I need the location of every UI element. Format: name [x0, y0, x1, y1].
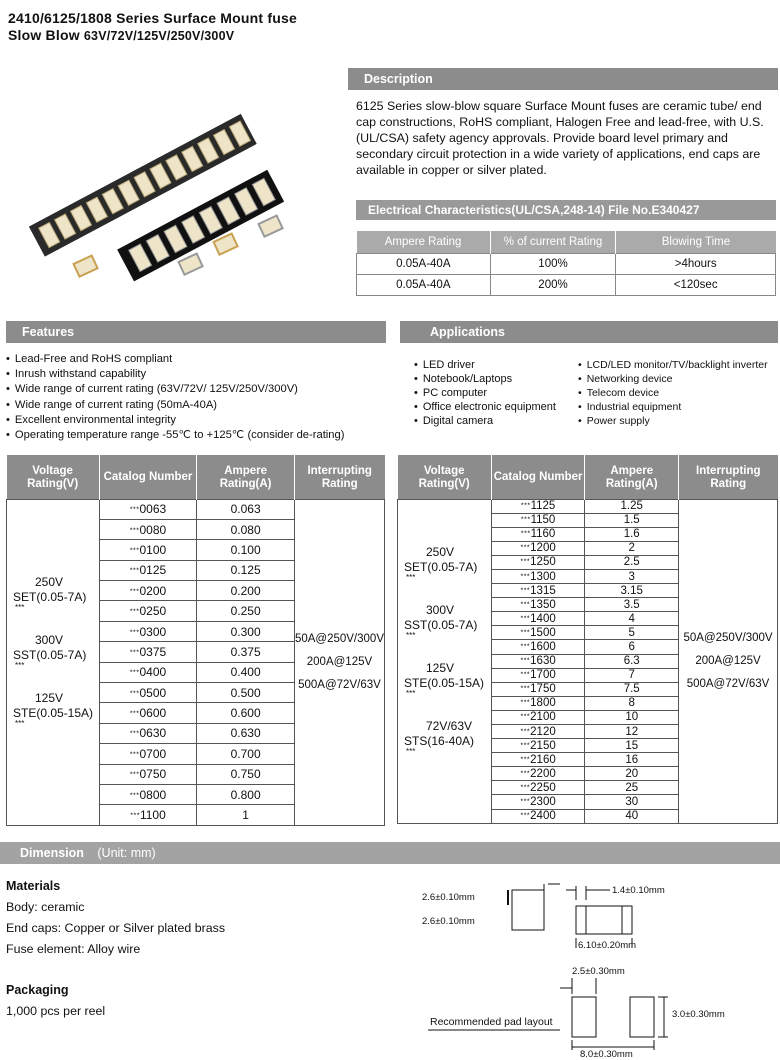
series-range: SST(0.05-7A) [404, 618, 478, 633]
catalog-number: 1315 [530, 584, 556, 597]
ampere-rating-cell: 0.375 [197, 642, 295, 662]
cell: 200% [490, 274, 616, 295]
interrupting-value: 50A@250V/300V [683, 631, 773, 644]
table-row [398, 499, 778, 513]
catalog-number-cell [99, 764, 197, 784]
catalog-number: 2150 [530, 739, 556, 752]
dimension-title: Dimension [20, 846, 84, 860]
list-item: • Power supply [578, 414, 768, 428]
applications-heading: Applications [400, 321, 778, 343]
interrupting-value: 200A@125V [695, 654, 761, 667]
list-item: • Excellent environmental integrity [6, 413, 344, 428]
catalog-number: 2250 [530, 781, 556, 794]
ampere-rating-cell: 1.6 [585, 527, 679, 541]
cell: <120sec [616, 274, 776, 295]
catalog-number-cell [99, 723, 197, 743]
voltage-value: 250V [426, 545, 455, 560]
dimension-heading [0, 842, 780, 864]
catalog-number-cell [491, 584, 585, 598]
subtitle-voltage: 63V/72V/125V/250V/300V [83, 29, 235, 43]
voltage-group [7, 633, 99, 669]
ampere-rating-cell: 2 [585, 541, 679, 555]
catalog-number: 1100 [139, 808, 166, 823]
catalog-prefix-stars: *** [129, 608, 140, 616]
catalog-number: 0375 [139, 644, 167, 659]
ampere-rating-cell: 5 [585, 626, 679, 640]
catalog-number: 2300 [530, 796, 556, 809]
ampere-rating-cell: 1.25 [585, 499, 679, 513]
voltage-value: 125V [35, 691, 64, 706]
catalog-number: 0300 [139, 624, 167, 639]
series-range: SST(0.05-7A) [13, 648, 87, 663]
voltage-group [7, 575, 99, 611]
ampere-rating-cell: 0.063 [197, 499, 295, 519]
catalog-number-cell [99, 540, 197, 560]
list-item: • Office electronic equipment [414, 400, 556, 414]
catalog-number-cell [491, 668, 585, 682]
catalog-prefix-stars: *** [520, 615, 531, 623]
catalog-number-cell [491, 499, 585, 513]
catalog-number: 2100 [530, 711, 556, 724]
catalog-number: 0600 [139, 706, 167, 721]
catalog-number: 0080 [139, 522, 167, 537]
catalog-prefix-stars: *** [129, 710, 140, 718]
catalog-prefix-stars: *** [520, 812, 531, 820]
catalog-number: 1160 [530, 528, 556, 541]
list-item: • Digital camera [414, 414, 556, 428]
col-ampere: Ampere Rating(A) [197, 455, 295, 499]
catalog-prefix-stars: *** [520, 629, 531, 637]
catalog-prefix-stars: *** [129, 506, 140, 514]
catalog-prefix-stars: *** [520, 601, 531, 609]
dimension-drawing [400, 870, 760, 1060]
voltage-group [398, 661, 491, 697]
catalog-number-cell [491, 725, 585, 739]
catalog-number-cell [491, 781, 585, 795]
catalog-prefix-stars: *** [520, 643, 531, 651]
table-row [7, 499, 385, 519]
series-range: SET(0.05-7A) [13, 590, 87, 605]
ampere-rating-cell: 0.630 [197, 723, 295, 743]
catalog-prefix-stars: *** [520, 544, 531, 552]
voltage-value: 72V/63V [426, 719, 473, 734]
catalog-prefix-stars: *** [129, 669, 140, 677]
ampere-rating-cell: 1 [197, 805, 295, 825]
catalog-number-cell [99, 560, 197, 580]
list-item: • PC computer [414, 386, 556, 400]
catalog-prefix-stars: *** [129, 628, 140, 636]
voltage-rating-cell [398, 499, 492, 823]
series-range: STS(16-40A) [404, 734, 475, 749]
catalog-number: 0250 [139, 604, 167, 619]
catalog-prefix-stars: *** [520, 685, 531, 693]
features-list [6, 352, 344, 443]
ampere-rating-cell: 2.5 [585, 555, 679, 569]
catalog-number: 0200 [139, 583, 167, 598]
catalog-number: 1400 [530, 612, 556, 625]
packaging-heading: Packaging [6, 983, 69, 997]
catalog-number-cell [99, 519, 197, 539]
catalog-number-cell [491, 767, 585, 781]
catalog-number-cell [99, 805, 197, 825]
col-ampere-rating: Ampere Rating [357, 231, 491, 253]
catalog-number-cell [491, 598, 585, 612]
catalog-number-cell [491, 795, 585, 809]
catalog-number: 1200 [530, 542, 556, 555]
electrical-table [356, 231, 776, 296]
catalog-number-cell [99, 601, 197, 621]
ampere-rating-cell: 30 [585, 795, 679, 809]
applications-list-2 [578, 358, 768, 428]
pad-layout-label: Recommended pad layout [430, 1016, 553, 1028]
list-item: • LED driver [414, 358, 556, 372]
catalog-number: 1630 [530, 655, 556, 668]
series-prefix-stars: *** [406, 747, 416, 757]
interrupting-value: 500A@72V/63V [686, 677, 770, 690]
interrupting-rating-cell [679, 499, 778, 823]
catalog-number: 0500 [139, 685, 167, 700]
dimension-unit: (Unit: mm) [97, 846, 156, 860]
catalog-prefix-stars: *** [520, 558, 531, 566]
cell: 0.05A-40A [357, 253, 491, 274]
catalog-number: 1750 [530, 683, 556, 696]
col-voltage: Voltage Rating(V) [398, 455, 492, 499]
catalog-number-cell [491, 626, 585, 640]
catalog-number-cell [491, 739, 585, 753]
table-row [357, 274, 776, 295]
page-title: 2410/6125/1808 Series Surface Mount fuse [8, 10, 297, 26]
interrupting-rating-cell [294, 499, 384, 825]
table-row [357, 253, 776, 274]
page-subtitle [8, 27, 234, 43]
materials-heading: Materials [6, 879, 61, 893]
catalog-prefix-stars: *** [520, 784, 531, 792]
ampere-rating-cell: 0.300 [197, 621, 295, 641]
catalog-number-cell [99, 642, 197, 662]
list-item: • LCD/LED monitor/TV/backlight inverter [578, 358, 768, 372]
catalog-number-cell [99, 683, 197, 703]
voltage-value: 125V [426, 661, 455, 676]
ampere-rating-cell: 3 [585, 569, 679, 583]
catalog-number-cell [99, 621, 197, 641]
catalog-number-cell [491, 654, 585, 668]
dim-label-pad-height: 3.0±0.30mm [672, 1009, 725, 1020]
series-prefix-stars: *** [406, 573, 416, 583]
ampere-rating-cell: 0.250 [197, 601, 295, 621]
features-heading: Features [6, 321, 386, 343]
ampere-rating-cell: 7.5 [585, 682, 679, 696]
catalog-prefix-stars: *** [129, 588, 140, 596]
catalog-prefix-stars: *** [129, 791, 140, 799]
catalog-prefix-stars: *** [520, 728, 531, 736]
catalog-prefix-stars: *** [129, 690, 140, 698]
voltage-value: 300V [35, 633, 64, 648]
ampere-rating-cell: 3.15 [585, 584, 679, 598]
catalog-number: 0700 [139, 746, 167, 761]
catalog-number: 2120 [530, 725, 556, 738]
catalog-number: 0400 [139, 665, 167, 680]
catalog-number-cell [99, 499, 197, 519]
catalog-prefix-stars: *** [520, 671, 531, 679]
list-item: • Wide range of current rating (63V/72V/ 125V/250V/300V) [6, 382, 344, 397]
col-ampere: Ampere Rating(A) [585, 455, 679, 499]
catalog-prefix-stars: *** [520, 742, 531, 750]
product-table-left [6, 455, 385, 826]
ampere-rating-cell: 0.600 [197, 703, 295, 723]
catalog-prefix-stars: *** [520, 798, 531, 806]
ampere-rating-cell: 7 [585, 668, 679, 682]
dim-label-height: 2.6±0.10mm [422, 892, 475, 903]
catalog-prefix-stars: *** [520, 713, 531, 721]
packaging-text: 1,000 pcs per reel [6, 1004, 106, 1018]
catalog-number: 0125 [139, 563, 167, 578]
catalog-number: 0800 [139, 787, 167, 802]
catalog-prefix-stars: *** [520, 502, 531, 510]
cell: 0.05A-40A [357, 274, 491, 295]
catalog-number-cell [491, 696, 585, 710]
catalog-number: 1600 [530, 640, 556, 653]
catalog-prefix-stars: *** [520, 587, 531, 595]
col-catalog: Catalog Number [99, 455, 197, 499]
dim-label-pad-span: 8.0±0.30mm [580, 1049, 633, 1060]
ampere-rating-cell: 0.100 [197, 540, 295, 560]
material-endcaps: End caps: Copper or Silver plated brass [6, 921, 226, 935]
ampere-rating-cell: 1.5 [585, 513, 679, 527]
catalog-number-cell [491, 640, 585, 654]
ampere-rating-cell: 0.400 [197, 662, 295, 682]
catalog-number: 1250 [530, 556, 556, 569]
voltage-group [398, 603, 491, 639]
ampere-rating-cell: 40 [585, 809, 679, 823]
list-item: • Wide range of current rating (50mA-40A) [6, 398, 344, 413]
col-catalog: Catalog Number [491, 455, 585, 499]
dim-label-length: 6.10±0.20mm [578, 940, 637, 951]
catalog-number: 1350 [530, 598, 556, 611]
catalog-number: 2200 [530, 767, 556, 780]
ampere-rating-cell: 0.125 [197, 560, 295, 580]
subtitle-prefix: Slow Blow [8, 27, 80, 43]
cell: >4hours [616, 253, 776, 274]
dim-label-cap: 1.4±0.10mm [612, 885, 665, 896]
catalog-number-cell [491, 527, 585, 541]
catalog-prefix-stars: *** [129, 649, 140, 657]
catalog-prefix-stars: *** [129, 526, 140, 534]
ampere-rating-cell: 16 [585, 753, 679, 767]
interrupting-value: 500A@72V/63V [298, 678, 381, 691]
material-element: Fuse element: Alloy wire [6, 942, 141, 956]
catalog-prefix-stars: *** [520, 756, 531, 764]
interrupting-value: 50A@250V/300V [294, 632, 384, 645]
catalog-number: 1150 [530, 514, 556, 527]
ampere-rating-cell: 12 [585, 725, 679, 739]
catalog-number-cell [491, 569, 585, 583]
ampere-rating-cell: 0.700 [197, 744, 295, 764]
catalog-prefix-stars: *** [130, 812, 140, 820]
ampere-rating-cell: 8 [585, 696, 679, 710]
voltage-group [398, 719, 491, 755]
ampere-rating-cell: 10 [585, 710, 679, 724]
electrical-heading: Electrical Characteristics(UL/CSA,248-14) File No.E340427 [356, 200, 776, 220]
col-interrupting: Interrupting Rating [294, 455, 384, 499]
description-text: 6125 Series slow-blow square Surface Mount fuses are ceramic tube/ end cap constructions, RoHS compliant, Halogen Free and lead-free, with U.S. (UL/CSA) safety agency approvals. Provide board level primary and secondary circuit protection in a wide variety of applications, end caps are available in copper or silver plated. [356, 99, 764, 177]
catalog-number-cell [491, 710, 585, 724]
list-item: • Lead-Free and RoHS compliant [6, 352, 344, 367]
material-body: Body: ceramic [6, 900, 85, 914]
catalog-prefix-stars: *** [129, 730, 140, 738]
catalog-number: 2160 [530, 753, 556, 766]
ampere-rating-cell: 0.200 [197, 581, 295, 601]
interrupting-value: 200A@125V [306, 655, 373, 668]
catalog-number-cell [491, 513, 585, 527]
catalog-prefix-stars: *** [520, 770, 531, 778]
catalog-prefix-stars: *** [520, 516, 531, 524]
series-range: STE(0.05-15A) [404, 676, 485, 691]
catalog-number: 0750 [139, 767, 167, 782]
catalog-number: 1300 [530, 570, 556, 583]
series-prefix-stars: *** [15, 719, 25, 729]
catalog-number-cell [99, 784, 197, 804]
ampere-rating-cell: 0.500 [197, 683, 295, 703]
col-percent-rating: % of current Rating [490, 231, 616, 253]
description-heading: Description [348, 68, 778, 90]
catalog-prefix-stars: *** [129, 751, 140, 759]
catalog-number-cell [491, 612, 585, 626]
catalog-prefix-stars: *** [520, 657, 531, 665]
catalog-number: 0063 [139, 502, 167, 517]
catalog-prefix-stars: *** [520, 530, 531, 538]
catalog-prefix-stars: *** [520, 699, 531, 707]
voltage-group [7, 691, 99, 727]
ampere-rating-cell: 0.080 [197, 519, 295, 539]
catalog-number: 0100 [139, 542, 167, 557]
list-item: • Notebook/Laptops [414, 372, 556, 386]
catalog-number-cell [491, 753, 585, 767]
ampere-rating-cell: 6.3 [585, 654, 679, 668]
catalog-number-cell [99, 703, 197, 723]
list-item: • Networking device [578, 372, 768, 386]
catalog-number: 1700 [530, 669, 556, 682]
ampere-rating-cell: 15 [585, 739, 679, 753]
ampere-rating-cell: 0.800 [197, 784, 295, 804]
series-range: SET(0.05-7A) [404, 560, 478, 575]
catalog-number-cell [99, 744, 197, 764]
catalog-number-cell [491, 541, 585, 555]
list-item: • Industrial equipment [578, 400, 768, 414]
catalog-prefix-stars: *** [129, 567, 140, 575]
catalog-number-cell [491, 809, 585, 823]
voltage-group [398, 545, 491, 581]
catalog-number: 1125 [530, 500, 556, 513]
voltage-value: 250V [35, 575, 64, 590]
col-interrupting: Interrupting Rating [679, 455, 778, 499]
list-item: • Operating temperature range -55℃ to +125℃ (consider de-rating) [6, 428, 344, 443]
dim-label-width: 2.6±0.10mm [422, 916, 475, 927]
series-prefix-stars: *** [15, 661, 25, 671]
catalog-number: 0630 [139, 726, 167, 741]
catalog-number-cell [99, 581, 197, 601]
ampere-rating-cell: 0.750 [197, 764, 295, 784]
series-prefix-stars: *** [406, 631, 416, 641]
list-item: • Telecom device [578, 386, 768, 400]
product-table-right [397, 455, 778, 824]
ampere-rating-cell: 3.5 [585, 598, 679, 612]
catalog-prefix-stars: *** [129, 547, 140, 555]
voltage-value: 300V [426, 603, 455, 618]
col-blowing-time: Blowing Time [616, 231, 776, 253]
series-prefix-stars: *** [406, 689, 416, 699]
catalog-number-cell [99, 662, 197, 682]
cell: 100% [490, 253, 616, 274]
ampere-rating-cell: 4 [585, 612, 679, 626]
applications-list-1 [414, 358, 556, 428]
col-voltage: Voltage Rating(V) [7, 455, 100, 499]
catalog-number-cell [491, 682, 585, 696]
series-prefix-stars: *** [15, 603, 25, 613]
catalog-number-cell [491, 555, 585, 569]
catalog-number: 1800 [530, 697, 556, 710]
voltage-rating-cell [7, 499, 100, 825]
dim-label-pad-width: 2.5±0.30mm [572, 966, 625, 977]
product-photo [6, 85, 336, 285]
catalog-prefix-stars: *** [520, 572, 531, 580]
catalog-number: 1500 [530, 626, 556, 639]
ampere-rating-cell: 20 [585, 767, 679, 781]
ampere-rating-cell: 25 [585, 781, 679, 795]
ampere-rating-cell: 6 [585, 640, 679, 654]
series-range: STE(0.05-15A) [13, 706, 94, 721]
catalog-prefix-stars: *** [129, 771, 140, 779]
list-item: • Inrush withstand capability [6, 367, 344, 382]
catalog-number: 2400 [530, 810, 556, 823]
